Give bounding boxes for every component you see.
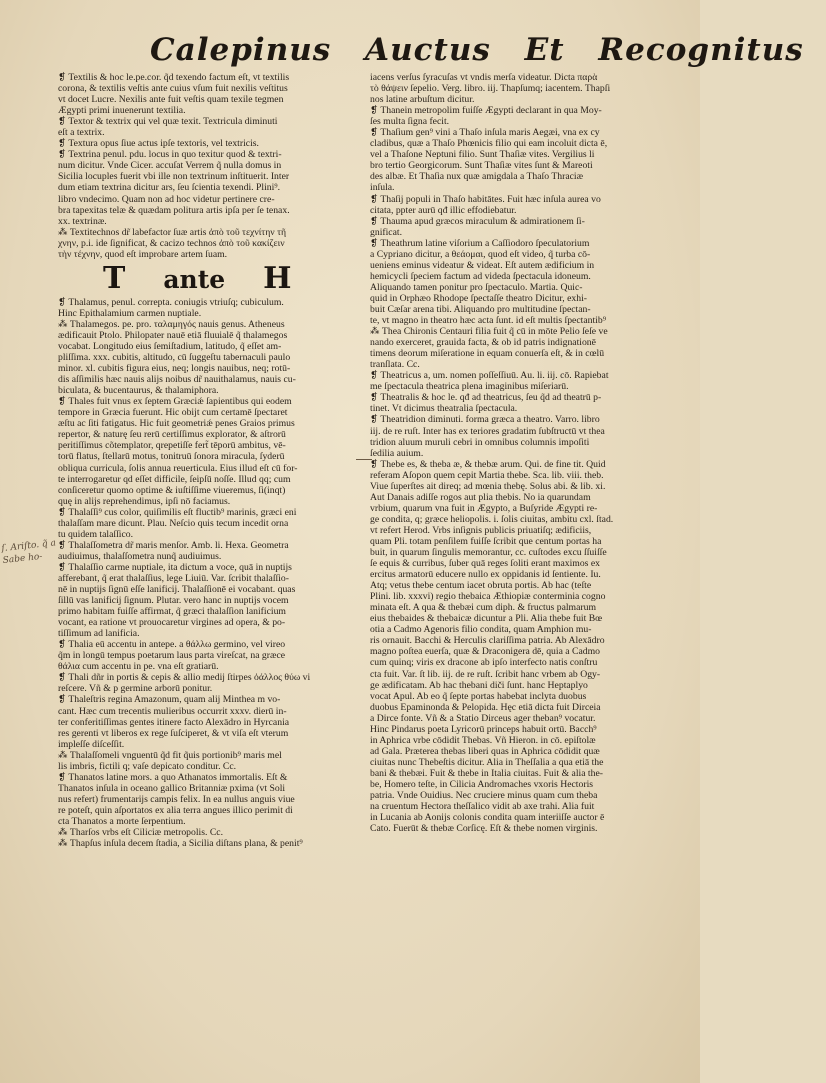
text-line: Sicilia locuples fuerit vbi ille non textrinum inſtituerit. Inter bbox=[58, 171, 290, 183]
text-line: ❡ Thalaſſi⁹ cus color, quiſimilis eſt fluctib⁹ marinis, græci eni bbox=[58, 506, 297, 518]
text-line: referam Aſopon quem cepit Martia thebe. Sca. lib. viii. theb. bbox=[370, 469, 604, 481]
text-line: be, Homero teſte, in Cilicia Andromaches vxoris Hectoris bbox=[370, 779, 594, 790]
text-line: buit Cæſar arena tibi. Aliquando pro multitudine ſpectan- bbox=[370, 303, 591, 315]
text-line: bra tapexitas telæ & quædam politura artis ipſa per ſe tenax. bbox=[58, 204, 290, 216]
text-line: ❡ Thalaſſometra dr̃ maris menſor. Amb. li. Hexa. Geometra bbox=[58, 539, 289, 551]
text-line: vt docet Lucre. Nexilis ante fuit veſtis quam texile tegmen bbox=[58, 94, 284, 106]
text-line: ❡ Thaſium gen⁹ vini a Thaſo inſula maris Aegæi, vna ex cy bbox=[370, 127, 600, 139]
text-line: minata eſt. A qua & thebæi cum diph. & fructus palmarum bbox=[370, 602, 596, 614]
text-line: cta Thanatos a morte ſerpentium. bbox=[58, 816, 186, 827]
text-line: obliqua curricula, ſolis annua reuerticula. Eius illud eſt cū for- bbox=[58, 462, 298, 474]
text-line: θάλια cum accentu in pe. vna eſt gratiarū. bbox=[58, 661, 219, 673]
text-line: iacens verſus ſyracuſas vt vndis merſa videatur. Dicta παρὰ bbox=[370, 72, 598, 83]
text-line: Hinc Epithalamium carmen nuptiale. bbox=[58, 307, 202, 319]
text-line: ❡ Thaſij populi in Thaſo habitātes. Fuit hæc inſula aurea vo bbox=[370, 193, 601, 205]
text-line: vocat Apul. Ab eo q̃ ſepte portas habebat inclyta duobus bbox=[370, 690, 587, 702]
text-line: nando exerceret, grauida facta, & ob id patris indignationē bbox=[370, 337, 596, 349]
text-line: ❡ Thalaſſio carme nuptiale, ita dictum a voce, quā in nuptijs bbox=[58, 561, 292, 573]
text-line: vocabat. Longitudo eius ſemiſtadium, latitudo, q̃ eſſet am- bbox=[58, 340, 282, 352]
running-header bbox=[150, 32, 804, 72]
left-column-entries-t bbox=[58, 72, 358, 260]
text-line: timens deorum miſeratione in equam conuerſa eſt, & in cœlū bbox=[370, 348, 605, 360]
text-line: tridion aluum muruli cebri in omnibus columnis impoſiti bbox=[370, 436, 590, 448]
text-line: tranſlata. Cc. bbox=[370, 359, 420, 371]
section-heading-t-ante-h bbox=[103, 260, 358, 296]
text-line: cum quinq; viris ex dracone ab ipſo interfecto natis conſtru bbox=[370, 657, 598, 669]
text-line: Aut Danais adiſſe rogos aut plia thebis. No ia quarundam bbox=[370, 491, 591, 503]
text-line: pliſſima. xxx. cubitis, altitudo, cū ſuggeſtu tabernaculi paulo bbox=[58, 352, 291, 364]
text-line: cladibus, quæ a Thaſo Phœnicis filio qui eam incoluit dicta ē, bbox=[370, 138, 608, 150]
text-line: peritiſſimus cõtemplator, qrepetiſſe fert̃ tēporū ambitus, vē- bbox=[58, 440, 286, 452]
text-line: dis aſſimilis hæc nauis alijs noibus dr̃ nauithalamus, nauis cu- bbox=[58, 374, 296, 386]
text-line: ❡ Textrina penul. pdu. locus in quo texitur quod & textri- bbox=[58, 149, 282, 161]
text-line: ❡ Theathrum latine viſorium a Caſſiodoro ſpeculatorium bbox=[370, 237, 590, 249]
text-line: duobus Epaminonda & Pelopida. Hęc etiā dicta fuit Dirceia bbox=[370, 701, 601, 713]
text-line: bani & thebæi. Fuit & thebe in Italia ciuitas. Fuit & alia the- bbox=[370, 767, 603, 779]
text-line: q̃m in longū tempus poetarum laus parta vireſcat, na græce bbox=[58, 650, 286, 662]
text-line: ſillū vas lanificij ſignum. Plutar. vero hanc in nuptijs vocem bbox=[58, 595, 289, 607]
text-line: num dicitur. Vnde Cicer. accuſat Verrem q̃ nulla domus in bbox=[58, 160, 282, 172]
text-line: torū flatus, ſtellarū motus, tonitruū ſonora miracula, ſyderū bbox=[58, 451, 285, 463]
text-line: res gerenti vt liberos ex rege ſuſciperet, & vt viſa eſt vterum bbox=[58, 727, 289, 739]
text-line: hemicycli ſpeciem factum ad videda ſpectacula idoneum. bbox=[370, 270, 591, 282]
text-line: thalaſſam mare dicunt. Plau. Neſcio quis tecum incedit orna bbox=[58, 517, 289, 529]
text-line: Plini. lib. xxxvi) regio thebaica Æthiopiæ conterminia cogno bbox=[370, 591, 606, 603]
text-line: corona, & textilis veſtis ante cuius vſum fuit nexilis veſtitus bbox=[58, 83, 288, 95]
text-line: Cato. Fuerūt & thebæ Corſicę. Eſt & thebe nomen virginis. bbox=[370, 823, 598, 835]
text-line: iij. de re ruſt. Inter has ex teriores gradatim ſubſtructū vt thea bbox=[370, 425, 605, 437]
text-line: ❡ Theatralis & hoc le. qđ ad theatricus, ſeu q̃d ad theatrū p- bbox=[370, 392, 602, 404]
text-line: ſes multa ſigna fecit. bbox=[370, 116, 450, 128]
header-word: Calepinus bbox=[150, 32, 332, 68]
text-line: cant. Hæc cum trecentis mulieribus occurrit xxxv. dierū in- bbox=[58, 705, 287, 717]
text-line: quid in Orphæo Rhodope ſpectaſſe theatro Dicitur, exhi- bbox=[370, 292, 587, 304]
text-line: ❡ Theatridion diminuti. forma græca a theatro. Varro. libro bbox=[370, 414, 600, 426]
text-line: audiuimus, thalaſſometra nunq̃ audiuimus. bbox=[58, 550, 222, 562]
left-column-entries-th bbox=[58, 297, 358, 849]
text-line: ueniens eminus videatur & videat. Eſt autem ædificium in bbox=[370, 259, 595, 271]
text-line: na cruentum Hectora theſſalico vidit ab axe trahi. Alia fuit bbox=[370, 801, 595, 813]
text-line: re poteſt, quin aſportatos ex alia terra angues illico perimit di bbox=[58, 804, 293, 816]
text-line: inſula. bbox=[370, 182, 395, 194]
text-line: nē in nuptijs ſignū eſſe lanificij. Thalaſſionē ei vocabant. quas bbox=[58, 584, 296, 596]
text-line: xx. textrinæ. bbox=[58, 215, 107, 227]
text-line: citata, ppter aurū qđ illic effodiebatur. bbox=[370, 204, 517, 216]
section-letter: H bbox=[263, 260, 292, 296]
text-line: repertor, & naturę ſeu rerū certiſſimus explorator, & aſtrorū bbox=[58, 429, 286, 441]
text-line: χνην, p.i. ide ſignificat, & cacizo technos ἀπὸ τοῦ κακίζειν bbox=[58, 237, 285, 249]
text-line: æſtu ac ſiti fatigatus. Hic fuit geometriǽ penes Graios primus bbox=[58, 418, 295, 430]
text-line: ge condita, q; græce heliopolis. i. ſolis ciuitas, ambitu cxl. ſtad. bbox=[370, 513, 614, 525]
text-line: a Dirce fonte. Vñ & a Statio Dirceus ager theban⁹ vocatur. bbox=[370, 712, 596, 724]
text-line: ❡ Thaleſtris regina Amazonum, quam alij Minthea m vo- bbox=[58, 694, 281, 706]
text-line: vel a Thaſone Neptuni filio. Sunt Thaſiæ vites. Vergilius li bbox=[370, 149, 595, 161]
text-line: tempore in Græcia fuerunt. Hic obijt cum certamē ſpectaret bbox=[58, 407, 288, 419]
text-line: ter conferitiſſimas gentes itinere facto Alexādro in Hyrcania bbox=[58, 716, 290, 728]
text-line: Atq; vetus thebe centum iacet obruta portis. Ab hac (teſte bbox=[370, 580, 592, 592]
text-line: libro vndecimo. Quam non ad hoc videtur pertinere cre- bbox=[58, 193, 275, 205]
text-line: ⁂ Textitechnos dr̃ labefactor ſuæ artis ἀπὸ τοῦ τεχνίτην τῆ bbox=[58, 226, 287, 238]
text-line: des albæ. Et Thaſia nux quæ amigdala a Thaſo Thraciæ bbox=[370, 171, 584, 183]
text-line: ❡ Thebe es, & theba æ, & thebæ arum. Qui. de fine tit. Quid bbox=[370, 458, 606, 470]
text-line: ⁂ Tharſos vrbs eſt Ciliciæ metropolis. Cc. bbox=[58, 827, 224, 839]
text-line: ciuitas nunc Thebeſtis dicitur. Alia in Theſſalia a qua etiā the bbox=[370, 756, 604, 768]
text-line: magno poſtea euerſa, quæ & Draconigera dē, quia a Cadmo bbox=[370, 646, 600, 658]
text-line: tiſſimum ad lanificia. bbox=[58, 628, 140, 640]
right-text-column bbox=[370, 72, 670, 834]
text-line: te, vt magno in theatro hæc acta ſunt. id eſt multis ſpectantib⁹ bbox=[370, 315, 607, 327]
left-text-column bbox=[58, 72, 358, 849]
text-line: ❡ Thali dñr in portis & cepis & allio medij ſtirpes ὀάλλος θύω vi bbox=[58, 672, 311, 684]
text-line: τὸ θάψειν ſepelio. Verg. libro. iij. Thapſumq; iacentem. Thapſi bbox=[370, 83, 611, 95]
header-word: Et bbox=[524, 32, 565, 68]
text-line: in Aphrica vrbe cōdidit Thebas. Vñ Hieron. in cō. epiſtolæ bbox=[370, 734, 596, 746]
text-line: minor. xl. cubitis figura eius, neq; longis nauibus, neq; rotū- bbox=[58, 363, 291, 375]
text-line: ❡ Thales fuit vnus ex ſeptem Græciǽ ſapientibus qui eodem bbox=[58, 396, 292, 408]
handwritten-margin-note: ſ. Ariſto. q̃ a Sabe ho- bbox=[1, 538, 57, 566]
text-line: ſedilia auium. bbox=[370, 447, 424, 459]
text-line: tu quidem talaſſico. bbox=[58, 528, 134, 540]
text-line: te interrogaretur qd eſſet difficile, ſeipſū noſſe. Illud qq; cum bbox=[58, 473, 291, 485]
text-line: ercitus armatorū educere nullo ex oppidanis id ſentiente. Iu. bbox=[370, 569, 601, 581]
text-line: otia a Cadmo Agenoris filio condita, quam Amphion mu- bbox=[370, 624, 592, 636]
text-line: ge ædificatam. Ab hac thebani diči ſunt. hanc Heptaplyo bbox=[370, 679, 588, 691]
text-line: τὴν τέχνην, quod eſt improbare artem ſuam. bbox=[58, 248, 228, 260]
text-line: ❡ Thauma apud græcos miraculum & admirationem ſi- bbox=[370, 215, 585, 227]
text-line: gnificat. bbox=[370, 226, 403, 238]
text-line: ❡ Theatricus a, um. nomen poſſeſſiuū. Au. li. iij. cō. Rapiebat bbox=[370, 370, 609, 382]
text-line: Thanatos inſula in oceano gallico Britanniæ pxima (vt Soli bbox=[58, 782, 286, 794]
text-line: nus refert) frumentarijs campis felix. In ea nullus anguis viue bbox=[58, 793, 295, 805]
text-line: ⁂ Thalaſſomeli vnguentū q̃d fit q̃uis portionib⁹ maris mel bbox=[58, 749, 282, 761]
text-line: vocant, ea ratione vt prouocaretur virgines ad opera, & po- bbox=[58, 617, 286, 629]
header-word: Recognitus bbox=[598, 32, 804, 68]
text-line: tinet. Vt dicimus theatralia ſpectacula. bbox=[370, 403, 518, 415]
text-line: Hinc Pindarus poeta Lyricorū princeps habuit ortū. Bacch⁹ bbox=[370, 723, 597, 735]
text-line: ❡ Thanein metropolim fuiſſe Ægypti declarant in qua Moy- bbox=[370, 105, 602, 117]
text-line: ris ornauit. Bacchi & Herculis clariſſima patria. Ab Alexādro bbox=[370, 635, 605, 647]
text-line: primo habitam fuiſſe affirmat, q̃ græci thalaſſion lanificium bbox=[58, 606, 286, 618]
text-line: buit, in quarum ſingulis memorantur, cc. cuſtodes excu ſſuiſſe bbox=[370, 547, 607, 559]
text-line: dum etiam textrina dicitur ars, ſeu ſcientia texendi. Plini⁹. bbox=[58, 182, 281, 194]
text-line: eſt a textrix. bbox=[58, 127, 105, 139]
text-line: Aliquando tamen ponitur pro ſpectaculo. Martia. Quic- bbox=[370, 281, 583, 293]
text-line: ❡ Textilis & hoc le.pe.cor. q̃d texendo factum eſt, vt textilis bbox=[58, 72, 290, 83]
section-letter: T bbox=[103, 260, 126, 296]
text-line: ſe equis & curribus, ſuber quā reges ſoliti erant maximos ex bbox=[370, 558, 601, 570]
text-line: a Cypriano dicitur, a θεάομαι, quod eſt video, q̃ turba cō- bbox=[370, 248, 591, 260]
text-line: ⁂ Thea Chironis Centauri filia fuit q̃ cū in mōte Pelio ſeſe ve bbox=[370, 326, 608, 338]
text-line: impleſſe diſceſſit. bbox=[58, 738, 125, 750]
header-word: Auctus bbox=[365, 32, 491, 68]
text-line: biculata, & bucentaurus, & thalamiphora. bbox=[58, 385, 219, 397]
text-line: me ſpectacula theatrica plena imaginibus miſeriarū. bbox=[370, 381, 569, 393]
text-line: ædificauit Ptolo. Philopater nauē etiā fluuialē q̃ thalamegos bbox=[58, 329, 288, 341]
text-line: lis imbris, fictili q; vaſe depicato conditur. Cc. bbox=[58, 760, 237, 772]
text-line: afferebant, q̃ erat thalaſſius, lege Liuiū. Var. ſcribit thalaſſio- bbox=[58, 572, 289, 584]
text-line: reſcere. Vñ & p germine arborū ponitur. bbox=[58, 683, 213, 695]
text-line: nos latine arbuſtum dicitur. bbox=[370, 94, 475, 106]
text-line: Ægypti primi inuenerunt textilia. bbox=[58, 105, 186, 117]
text-line: ❡ Thalamus, penul. correpta. coniugis vtriuſq; cubiculum. bbox=[58, 296, 284, 308]
text-line: eius thebaides & thebaicæ dicuntur a Pli. Alia thebe fuit Bœ bbox=[370, 613, 603, 625]
text-line: ❡ Thalia eū accentu in antepe. a θάλλω germino, vel vireo bbox=[58, 639, 286, 651]
text-line: bro tertio Georgicorum. Sunt Thaſiæ vites ſunt & Mareoti bbox=[370, 160, 593, 172]
text-line: ❡ Thanatos latine mors. a quo Athanatos immortalis. Eſt & bbox=[58, 771, 288, 783]
text-line: Viue ſuperſtes ait direq; ad mœnia thebę. Solus abi. & lib. xi. bbox=[370, 480, 606, 492]
text-line: quę in alijs reprehendimus, ipſi nō faciamus. bbox=[58, 495, 231, 507]
text-line: ad Gala. Præterea thebas liberi quas in Aphrica cōdidit quæ bbox=[370, 745, 600, 757]
text-line: ⁂ Thalamegos. pe. pro. ταλαμηγός nauis genus. Atheneus bbox=[58, 318, 285, 330]
text-line: vrbium, quarum vna fuit in Ægypto, a Buſyride Ægypti re- bbox=[370, 502, 598, 514]
text-line: ⁂ Thapſus inſula decem ſtadia, a Sicilia diſtans plana, & penit⁹ bbox=[58, 838, 303, 850]
text-line: conſiceretur quomo optime & iuſtiſſime viueremus, ſi(inqt) bbox=[58, 484, 286, 496]
text-line: patria. Vnde Ouidius. Nec cruciere minus quam cum theba bbox=[370, 790, 598, 802]
text-line: in Lucania ab Aonijs colonis condita quam interiiſſe auctor ē bbox=[370, 812, 605, 824]
text-line: ❡ Textor & textrix qui vel quæ texit. Textricula diminuti bbox=[58, 116, 278, 128]
text-line: vt refert Herod. Vrbs inſignis publicis priuatiſq; ædificiis, bbox=[370, 524, 592, 536]
text-line: cta fuit. Var. ſt lib. iij. de re ruſt. ſcribit hanc vrbem ab Ogy- bbox=[370, 668, 601, 680]
text-line: ❡ Textura opus ſiue actus ipſe textoris, vel textricis. bbox=[58, 138, 259, 150]
text-line: quam Pli. totam penſilem fuiſſe ſcribit que centum portas ha bbox=[370, 535, 602, 547]
section-word: ante bbox=[163, 264, 226, 294]
